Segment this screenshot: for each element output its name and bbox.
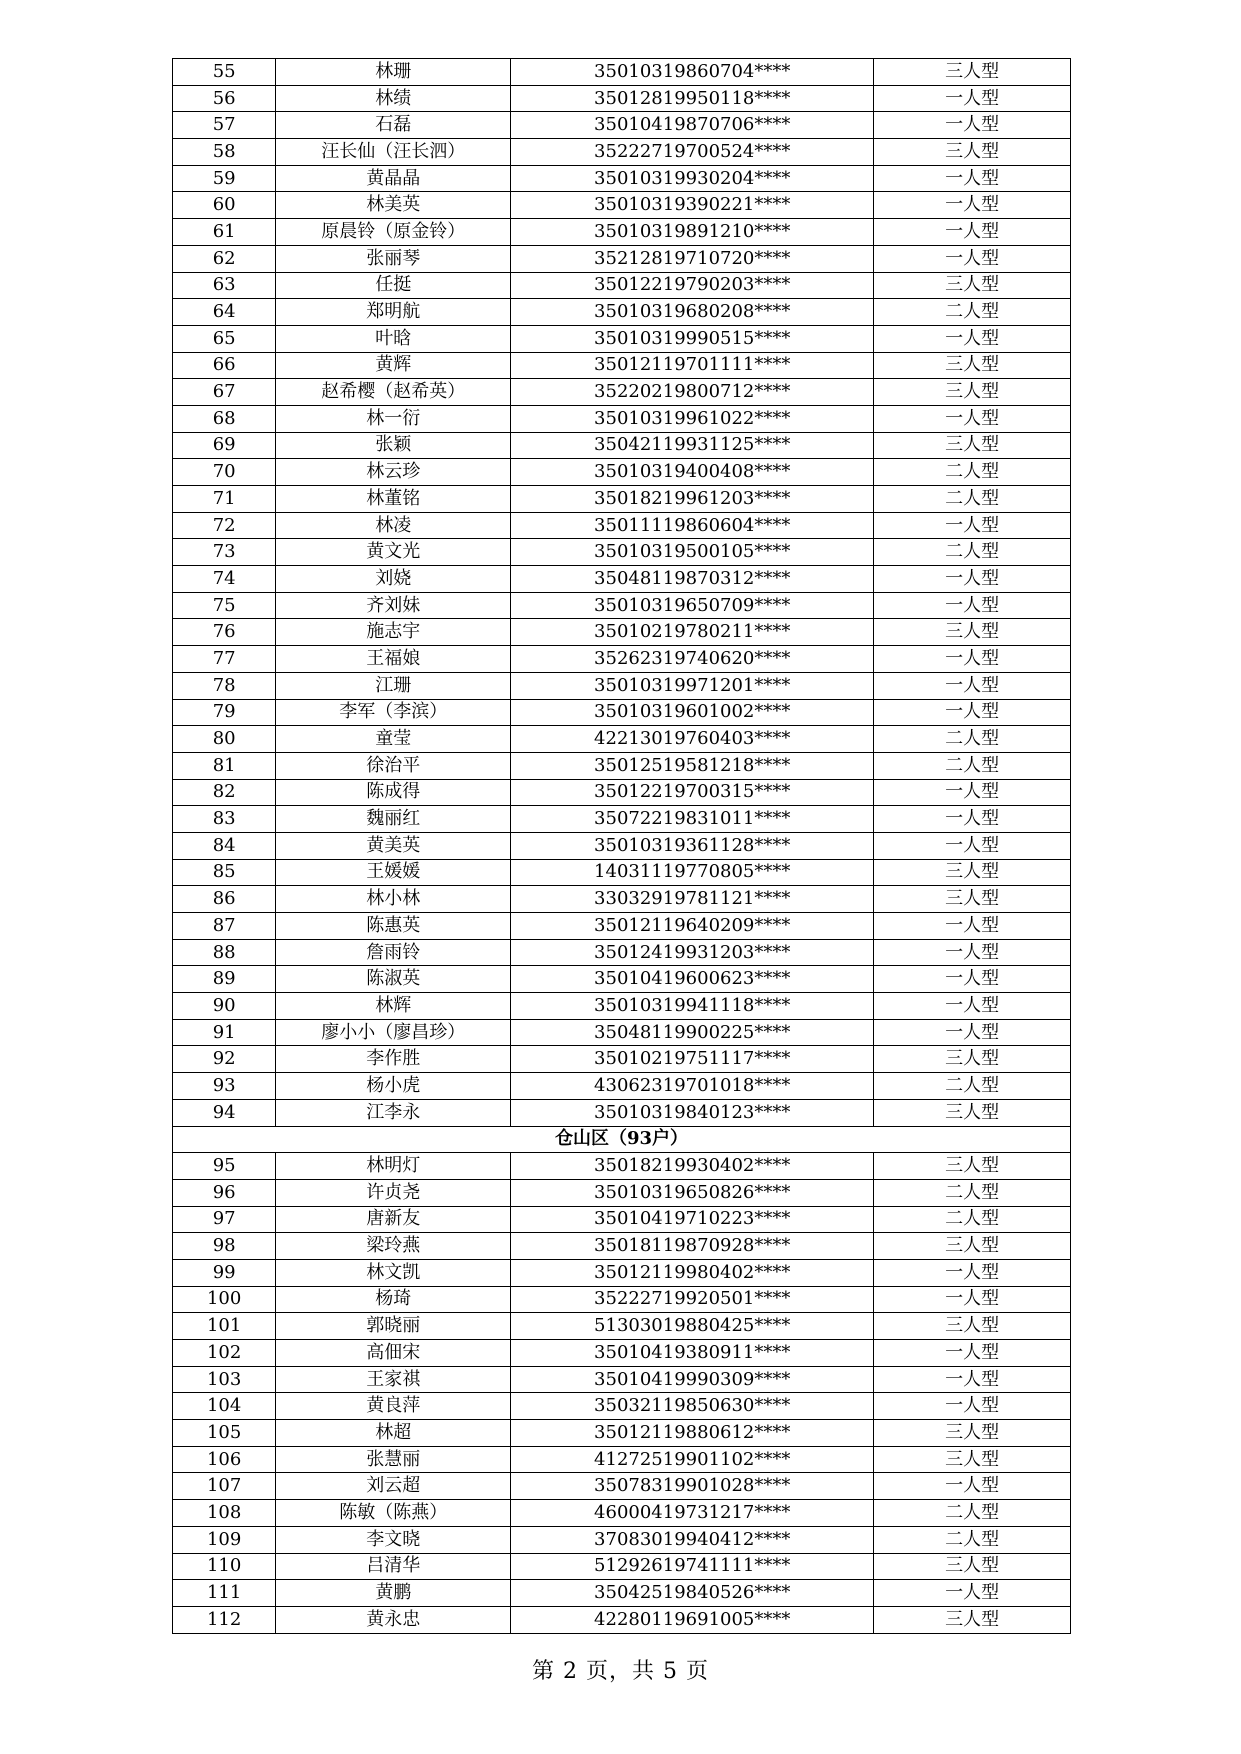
applicant-name: 梁玲燕 xyxy=(276,1233,511,1260)
id-number: 35010319500105**** xyxy=(511,539,874,566)
id-number: 35048119900225**** xyxy=(511,1019,874,1046)
id-number: 35212819710720**** xyxy=(511,245,874,272)
household-type: 三人型 xyxy=(874,619,1071,646)
household-type: 一人型 xyxy=(874,966,1071,993)
applicant-name: 陈成得 xyxy=(276,779,511,806)
id-number: 35262319740620**** xyxy=(511,646,874,673)
household-type: 一人型 xyxy=(874,566,1071,593)
household-type: 一人型 xyxy=(874,1259,1071,1286)
id-number: 35048119870312**** xyxy=(511,566,874,593)
table-row xyxy=(173,165,1071,192)
applicant-name: 刘娆 xyxy=(276,566,511,593)
row-number: 63 xyxy=(173,272,276,299)
household-type: 三人型 xyxy=(874,1046,1071,1073)
table-row xyxy=(173,272,1071,299)
id-number: 41272519901102**** xyxy=(511,1446,874,1473)
applicant-name: 王福娘 xyxy=(276,646,511,673)
household-type: 一人型 xyxy=(874,325,1071,352)
id-number: 35010319971201**** xyxy=(511,672,874,699)
id-number: 35018119870928**** xyxy=(511,1233,874,1260)
applicant-name: 詹雨铃 xyxy=(276,939,511,966)
applicant-name: 黄文光 xyxy=(276,539,511,566)
applicant-name: 徐治平 xyxy=(276,752,511,779)
table-row xyxy=(173,352,1071,379)
applicant-name: 郭晓丽 xyxy=(276,1313,511,1340)
section-header-row xyxy=(173,1126,1071,1153)
household-type: 一人型 xyxy=(874,219,1071,246)
household-type: 一人型 xyxy=(874,245,1071,272)
row-number: 72 xyxy=(173,512,276,539)
id-number: 35010319860704**** xyxy=(511,59,874,86)
id-number: 35072219831011**** xyxy=(511,806,874,833)
applicant-name: 魏丽红 xyxy=(276,806,511,833)
table-row xyxy=(173,405,1071,432)
row-number: 69 xyxy=(173,432,276,459)
table-row xyxy=(173,112,1071,139)
row-number: 81 xyxy=(173,752,276,779)
applicant-name: 童莹 xyxy=(276,726,511,753)
row-number: 104 xyxy=(173,1393,276,1420)
applicant-name: 黄晶晶 xyxy=(276,165,511,192)
applicant-name: 林珊 xyxy=(276,59,511,86)
applicant-name: 许贞尧 xyxy=(276,1179,511,1206)
household-type: 一人型 xyxy=(874,913,1071,940)
row-number: 77 xyxy=(173,646,276,673)
household-type: 三人型 xyxy=(874,432,1071,459)
row-number: 82 xyxy=(173,779,276,806)
table-row xyxy=(173,512,1071,539)
id-number: 42280119691005**** xyxy=(511,1606,874,1633)
row-number: 74 xyxy=(173,566,276,593)
id-number: 35010319891210**** xyxy=(511,219,874,246)
household-table-body xyxy=(173,59,1071,1634)
id-number: 35010319990515**** xyxy=(511,325,874,352)
row-number: 95 xyxy=(173,1153,276,1180)
applicant-name: 林明灯 xyxy=(276,1153,511,1180)
id-number: 35012119640209**** xyxy=(511,913,874,940)
table-row xyxy=(173,139,1071,166)
household-type: 三人型 xyxy=(874,1233,1071,1260)
id-number: 35222719920501**** xyxy=(511,1286,874,1313)
page-footer: 第 2 页，共 5 页 xyxy=(532,1659,709,1684)
id-number: 35042119931125**** xyxy=(511,432,874,459)
row-number: 62 xyxy=(173,245,276,272)
household-type: 三人型 xyxy=(874,859,1071,886)
row-number: 96 xyxy=(173,1179,276,1206)
table-row xyxy=(173,1500,1071,1527)
id-number: 35010419990309**** xyxy=(511,1366,874,1393)
id-number: 35010419870706**** xyxy=(511,112,874,139)
row-number: 110 xyxy=(173,1553,276,1580)
table-row xyxy=(173,1526,1071,1553)
applicant-name: 林一衍 xyxy=(276,405,511,432)
row-number: 59 xyxy=(173,165,276,192)
row-number: 92 xyxy=(173,1046,276,1073)
table-row xyxy=(173,779,1071,806)
household-type: 二人型 xyxy=(874,752,1071,779)
row-number: 112 xyxy=(173,1606,276,1633)
table-row xyxy=(173,1259,1071,1286)
table-row xyxy=(173,1073,1071,1100)
household-type: 三人型 xyxy=(874,886,1071,913)
table-row xyxy=(173,1046,1071,1073)
household-type: 一人型 xyxy=(874,779,1071,806)
row-number: 99 xyxy=(173,1259,276,1286)
household-type: 二人型 xyxy=(874,1206,1071,1233)
table-row xyxy=(173,1019,1071,1046)
id-number: 35012419931203**** xyxy=(511,939,874,966)
row-number: 108 xyxy=(173,1500,276,1527)
table-row xyxy=(173,459,1071,486)
table-row xyxy=(173,993,1071,1020)
table-row xyxy=(173,539,1071,566)
table-row xyxy=(173,1553,1071,1580)
id-number: 51303019880425**** xyxy=(511,1313,874,1340)
row-number: 83 xyxy=(173,806,276,833)
id-number: 35010319930204**** xyxy=(511,165,874,192)
applicant-name: 林文凯 xyxy=(276,1259,511,1286)
id-number: 35010319601002**** xyxy=(511,699,874,726)
household-type: 一人型 xyxy=(874,699,1071,726)
applicant-name: 林辉 xyxy=(276,993,511,1020)
applicant-name: 李作胜 xyxy=(276,1046,511,1073)
table-row xyxy=(173,939,1071,966)
id-number: 35042519840526**** xyxy=(511,1580,874,1607)
household-type: 一人型 xyxy=(874,405,1071,432)
household-type: 一人型 xyxy=(874,939,1071,966)
id-number: 35032119850630**** xyxy=(511,1393,874,1420)
table-row xyxy=(173,245,1071,272)
household-type: 一人型 xyxy=(874,1473,1071,1500)
household-table xyxy=(172,58,1071,1634)
id-number: 35010319650709**** xyxy=(511,592,874,619)
row-number: 58 xyxy=(173,139,276,166)
applicant-name: 张颖 xyxy=(276,432,511,459)
id-number: 51292619741111**** xyxy=(511,1553,874,1580)
table-row xyxy=(173,1473,1071,1500)
id-number: 35220219800712**** xyxy=(511,379,874,406)
row-number: 73 xyxy=(173,539,276,566)
id-number: 35010419380911**** xyxy=(511,1340,874,1367)
table-row xyxy=(173,85,1071,112)
household-type: 一人型 xyxy=(874,672,1071,699)
applicant-name: 陈惠英 xyxy=(276,913,511,940)
table-row xyxy=(173,299,1071,326)
applicant-name: 唐新友 xyxy=(276,1206,511,1233)
applicant-name: 黄美英 xyxy=(276,832,511,859)
household-type: 三人型 xyxy=(874,1313,1071,1340)
id-number: 46000419731217**** xyxy=(511,1500,874,1527)
row-number: 102 xyxy=(173,1340,276,1367)
row-number: 89 xyxy=(173,966,276,993)
applicant-name: 吕清华 xyxy=(276,1553,511,1580)
household-type: 三人型 xyxy=(874,272,1071,299)
household-type: 一人型 xyxy=(874,1580,1071,1607)
id-number: 35010319400408**** xyxy=(511,459,874,486)
applicant-name: 高佃宋 xyxy=(276,1340,511,1367)
household-type: 一人型 xyxy=(874,1286,1071,1313)
row-number: 60 xyxy=(173,192,276,219)
id-number: 35012819950118**** xyxy=(511,85,874,112)
row-number: 80 xyxy=(173,726,276,753)
applicant-name: 郑明航 xyxy=(276,299,511,326)
applicant-name: 林云珍 xyxy=(276,459,511,486)
row-number: 76 xyxy=(173,619,276,646)
id-number: 35012119701111**** xyxy=(511,352,874,379)
table-row xyxy=(173,1313,1071,1340)
table-row xyxy=(173,726,1071,753)
applicant-name: 石磊 xyxy=(276,112,511,139)
household-type: 一人型 xyxy=(874,646,1071,673)
household-type: 二人型 xyxy=(874,539,1071,566)
row-number: 56 xyxy=(173,85,276,112)
household-type: 一人型 xyxy=(874,165,1071,192)
id-number: 35012219700315**** xyxy=(511,779,874,806)
applicant-name: 张慧丽 xyxy=(276,1446,511,1473)
applicant-name: 林美英 xyxy=(276,192,511,219)
table-row xyxy=(173,1233,1071,1260)
household-type: 一人型 xyxy=(874,993,1071,1020)
row-number: 111 xyxy=(173,1580,276,1607)
applicant-name: 杨琦 xyxy=(276,1286,511,1313)
household-type: 三人型 xyxy=(874,1446,1071,1473)
row-number: 86 xyxy=(173,886,276,913)
id-number: 35012119980402**** xyxy=(511,1259,874,1286)
row-number: 94 xyxy=(173,1099,276,1126)
row-number: 100 xyxy=(173,1286,276,1313)
row-number: 67 xyxy=(173,379,276,406)
household-type: 三人型 xyxy=(874,1606,1071,1633)
applicant-name: 张丽琴 xyxy=(276,245,511,272)
table-row xyxy=(173,1366,1071,1393)
household-type: 一人型 xyxy=(874,1340,1071,1367)
applicant-name: 陈淑英 xyxy=(276,966,511,993)
table-row xyxy=(173,192,1071,219)
applicant-name: 施志宇 xyxy=(276,619,511,646)
id-number: 35010419710223**** xyxy=(511,1206,874,1233)
applicant-name: 原晨铃（原金铃） xyxy=(276,219,511,246)
id-number: 35011119860604**** xyxy=(511,512,874,539)
table-row xyxy=(173,486,1071,513)
id-number: 33032919781121**** xyxy=(511,886,874,913)
applicant-name: 黄辉 xyxy=(276,352,511,379)
table-row xyxy=(173,699,1071,726)
table-row xyxy=(173,1606,1071,1633)
id-number: 35010319680208**** xyxy=(511,299,874,326)
table-row xyxy=(173,1340,1071,1367)
id-number: 35078319901028**** xyxy=(511,1473,874,1500)
id-number: 35010419600623**** xyxy=(511,966,874,993)
applicant-name: 汪长仙（汪长泗） xyxy=(276,139,511,166)
table-row xyxy=(173,832,1071,859)
row-number: 78 xyxy=(173,672,276,699)
row-number: 66 xyxy=(173,352,276,379)
household-type: 一人型 xyxy=(874,806,1071,833)
row-number: 88 xyxy=(173,939,276,966)
table-row xyxy=(173,1099,1071,1126)
household-type: 二人型 xyxy=(874,459,1071,486)
id-number: 37083019940412**** xyxy=(511,1526,874,1553)
row-number: 64 xyxy=(173,299,276,326)
row-number: 84 xyxy=(173,832,276,859)
household-type: 三人型 xyxy=(874,1153,1071,1180)
applicant-name: 林小林 xyxy=(276,886,511,913)
row-number: 70 xyxy=(173,459,276,486)
id-number: 43062319701018**** xyxy=(511,1073,874,1100)
household-type: 二人型 xyxy=(874,486,1071,513)
household-type: 二人型 xyxy=(874,1526,1071,1553)
applicant-name: 黄鹏 xyxy=(276,1580,511,1607)
table-row xyxy=(173,859,1071,886)
row-number: 107 xyxy=(173,1473,276,1500)
table-row xyxy=(173,672,1071,699)
household-type: 三人型 xyxy=(874,1420,1071,1447)
household-type: 三人型 xyxy=(874,1553,1071,1580)
row-number: 87 xyxy=(173,913,276,940)
household-type: 一人型 xyxy=(874,1393,1071,1420)
row-number: 97 xyxy=(173,1206,276,1233)
applicant-name: 黄良萍 xyxy=(276,1393,511,1420)
id-number: 35010319961022**** xyxy=(511,405,874,432)
household-type: 二人型 xyxy=(874,726,1071,753)
id-number: 35010319650826**** xyxy=(511,1179,874,1206)
id-number: 42213019760403**** xyxy=(511,726,874,753)
id-number: 35012119880612**** xyxy=(511,1420,874,1447)
table-row xyxy=(173,592,1071,619)
section-title: 仓山区（93户） xyxy=(173,1126,1071,1153)
id-number: 35010219780211**** xyxy=(511,619,874,646)
row-number: 79 xyxy=(173,699,276,726)
row-number: 105 xyxy=(173,1420,276,1447)
table-row xyxy=(173,886,1071,913)
id-number: 14031119770805**** xyxy=(511,859,874,886)
household-type: 一人型 xyxy=(874,512,1071,539)
row-number: 101 xyxy=(173,1313,276,1340)
table-row xyxy=(173,1580,1071,1607)
household-type: 一人型 xyxy=(874,1019,1071,1046)
table-row xyxy=(173,1286,1071,1313)
row-number: 93 xyxy=(173,1073,276,1100)
id-number: 35010319941118**** xyxy=(511,993,874,1020)
table-row xyxy=(173,646,1071,673)
id-number: 35010319361128**** xyxy=(511,832,874,859)
table-row xyxy=(173,752,1071,779)
applicant-name: 刘云超 xyxy=(276,1473,511,1500)
table-row xyxy=(173,619,1071,646)
applicant-name: 叶晗 xyxy=(276,325,511,352)
table-row xyxy=(173,219,1071,246)
household-type: 三人型 xyxy=(874,59,1071,86)
household-type: 二人型 xyxy=(874,299,1071,326)
id-number: 35018219930402**** xyxy=(511,1153,874,1180)
table-row xyxy=(173,1393,1071,1420)
id-number: 35010219751117**** xyxy=(511,1046,874,1073)
applicant-name: 齐刘妹 xyxy=(276,592,511,619)
table-row xyxy=(173,325,1071,352)
row-number: 75 xyxy=(173,592,276,619)
id-number: 35010319840123**** xyxy=(511,1099,874,1126)
applicant-name: 林凌 xyxy=(276,512,511,539)
id-number: 35012219790203**** xyxy=(511,272,874,299)
table-row xyxy=(173,806,1071,833)
applicant-name: 李军（李滨） xyxy=(276,699,511,726)
row-number: 57 xyxy=(173,112,276,139)
row-number: 109 xyxy=(173,1526,276,1553)
applicant-name: 赵希樱（赵希英） xyxy=(276,379,511,406)
row-number: 55 xyxy=(173,59,276,86)
household-type: 一人型 xyxy=(874,192,1071,219)
id-number: 35018219961203**** xyxy=(511,486,874,513)
row-number: 98 xyxy=(173,1233,276,1260)
table-row xyxy=(173,1446,1071,1473)
row-number: 90 xyxy=(173,993,276,1020)
applicant-name: 杨小虎 xyxy=(276,1073,511,1100)
table-row xyxy=(173,1179,1071,1206)
household-type: 一人型 xyxy=(874,112,1071,139)
applicant-name: 林绩 xyxy=(276,85,511,112)
household-table-container xyxy=(172,58,1071,1634)
applicant-name: 陈敏（陈燕） xyxy=(276,1500,511,1527)
applicant-name: 江珊 xyxy=(276,672,511,699)
household-type: 二人型 xyxy=(874,1179,1071,1206)
household-type: 一人型 xyxy=(874,85,1071,112)
row-number: 106 xyxy=(173,1446,276,1473)
table-row xyxy=(173,1206,1071,1233)
row-number: 65 xyxy=(173,325,276,352)
table-row xyxy=(173,1153,1071,1180)
table-row xyxy=(173,379,1071,406)
household-type: 三人型 xyxy=(874,139,1071,166)
table-row xyxy=(173,966,1071,993)
household-type: 三人型 xyxy=(874,379,1071,406)
applicant-name: 黄永忠 xyxy=(276,1606,511,1633)
row-number: 71 xyxy=(173,486,276,513)
table-row xyxy=(173,913,1071,940)
applicant-name: 王媛媛 xyxy=(276,859,511,886)
household-type: 一人型 xyxy=(874,1366,1071,1393)
table-row xyxy=(173,432,1071,459)
household-type: 一人型 xyxy=(874,832,1071,859)
id-number: 35010319390221**** xyxy=(511,192,874,219)
applicant-name: 林超 xyxy=(276,1420,511,1447)
household-type: 二人型 xyxy=(874,1073,1071,1100)
household-type: 三人型 xyxy=(874,1099,1071,1126)
household-type: 一人型 xyxy=(874,592,1071,619)
applicant-name: 任挺 xyxy=(276,272,511,299)
applicant-name: 江李永 xyxy=(276,1099,511,1126)
id-number: 35222719700524**** xyxy=(511,139,874,166)
table-row xyxy=(173,59,1071,86)
row-number: 91 xyxy=(173,1019,276,1046)
applicant-name: 王家祺 xyxy=(276,1366,511,1393)
household-type: 三人型 xyxy=(874,352,1071,379)
applicant-name: 林董铭 xyxy=(276,486,511,513)
row-number: 68 xyxy=(173,405,276,432)
household-type: 二人型 xyxy=(874,1500,1071,1527)
applicant-name: 李文晓 xyxy=(276,1526,511,1553)
applicant-name: 廖小小（廖昌珍） xyxy=(276,1019,511,1046)
row-number: 103 xyxy=(173,1366,276,1393)
row-number: 61 xyxy=(173,219,276,246)
table-row xyxy=(173,1420,1071,1447)
id-number: 35012519581218**** xyxy=(511,752,874,779)
table-row xyxy=(173,566,1071,593)
row-number: 85 xyxy=(173,859,276,886)
